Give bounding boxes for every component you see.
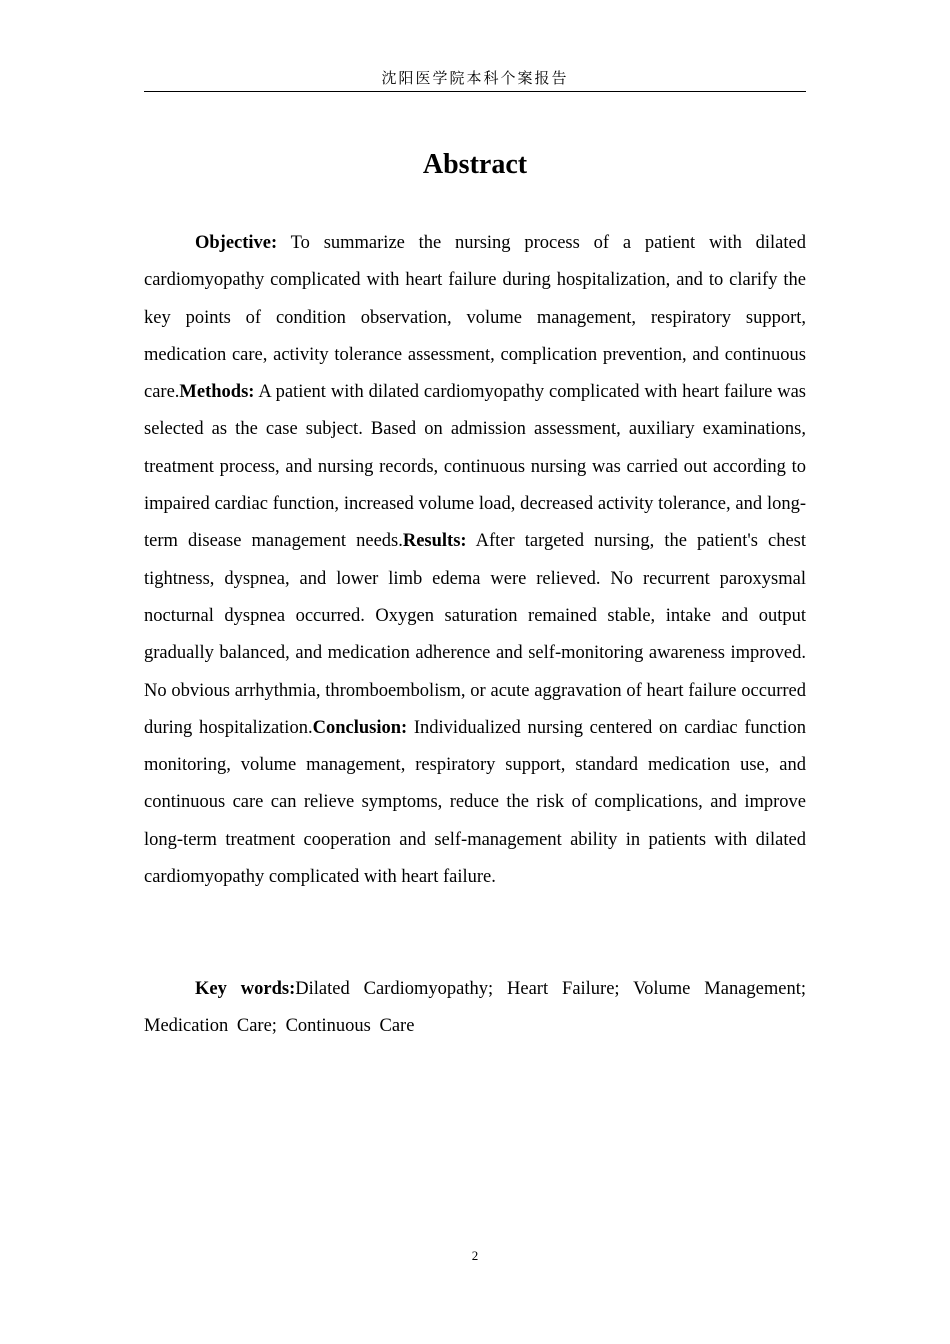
methods-label: Methods: xyxy=(179,382,255,403)
keywords-label: Key words: xyxy=(195,979,296,999)
page-number: 2 xyxy=(471,1248,479,1263)
conclusion-text: Individualized nursing centered on cardiac function monitoring, volume management, respiratory support, standard medication use, and continuous care can relieve symptoms, reduce the risk of complications, and improve long-term treatment cooperation and self-management ability in patients with dilated cardiomyopathy complicated with heart failure. xyxy=(144,717,807,888)
abstract-title: Abstract xyxy=(422,149,528,180)
running-header: 沈阳医学院本科个案报告 xyxy=(381,69,569,87)
objective-text: To summarize the nursing process of a patient with dilated cardiomyopathy complicated with heart failure during hospitalization, and to clarify the key points of condition observation, volume management, respiratory support, medication care, activity tolerance assessment, complication prevention, and continuous care. xyxy=(144,233,806,403)
keywords-text: Dilated Cardiomyopathy; Heart Failure; Volume Management; Medication Care; Continuous Care xyxy=(144,979,807,1037)
abstract-paragraph xyxy=(144,225,806,896)
header-rule xyxy=(144,91,806,92)
objective-label: Objective: xyxy=(195,233,278,253)
methods-text: A patient with dilated cardiomyopathy complicated with heart failure was selected as the case subject. Based on admission assessment, auxiliary examinations, treatment process, and nursing records, continuous nursing was carried out according to impaired cardiac function, increased volume load, decreased activity tolerance, and long-term disease management needs. xyxy=(144,382,806,552)
results-label: Results: xyxy=(402,531,467,552)
results-text: After targeted nursing, the patient's chest tightness, dyspnea, and lower limb edema were relieved. No recurrent paroxysmal nocturnal dyspnea occurred. Oxygen saturation remained stable, intake and output gradually balanced, and medication adherence and self-monitoring awareness improved. No obvious arrhythmia, thromboembolism, or acute aggravation of heart failure occurred during hospitalization. xyxy=(144,531,806,738)
keywords-paragraph xyxy=(144,971,806,1046)
conclusion-label: Conclusion: xyxy=(312,717,408,738)
